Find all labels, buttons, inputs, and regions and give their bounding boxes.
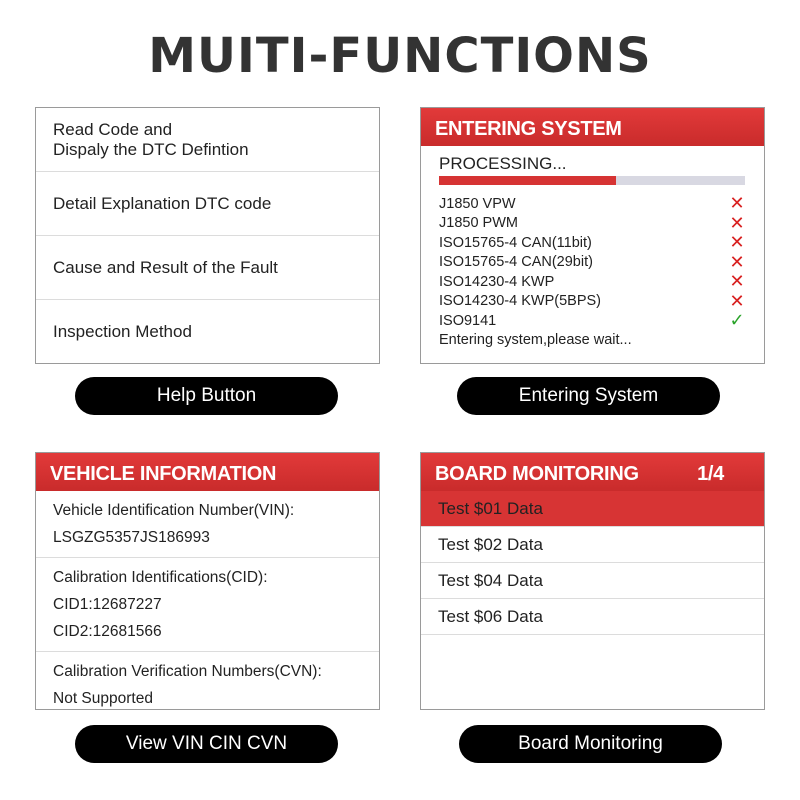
help-item-detail-explanation[interactable] — [36, 172, 379, 236]
entering-system-panel — [420, 107, 765, 364]
help-item-label: Inspection Method — [53, 322, 192, 341]
entering-system-header: ENTERING SYSTEM — [421, 108, 764, 146]
test-row[interactable]: Test $06 Data — [421, 599, 764, 635]
vin-value: LSGZG5357JS186993 — [53, 529, 210, 546]
help-item-read-code[interactable] — [36, 108, 379, 172]
cvn-value: Not Supported — [53, 690, 153, 707]
protocol-row — [439, 253, 746, 273]
page-indicator: 1/4 — [697, 463, 724, 485]
view-vin-cin-cvn-button[interactable]: View VIN CIN CVN — [75, 725, 338, 763]
help-item-inspection-method[interactable] — [36, 300, 379, 364]
vin-label: Vehicle Identification Number(VIN): — [53, 502, 295, 519]
cross-icon: ✕ — [729, 290, 745, 311]
progress-fill — [439, 176, 616, 185]
test-row[interactable]: Test $02 Data — [421, 527, 764, 563]
cross-icon: ✕ — [729, 251, 745, 272]
cross-icon: ✕ — [729, 271, 745, 292]
cid-section — [36, 558, 379, 652]
wait-message: Entering system,please wait... — [439, 331, 632, 348]
cvn-label: Calibration Verification Numbers(CVN): — [53, 663, 322, 680]
cid-label: Calibration Identifications(CID): — [53, 569, 268, 586]
protocol-name: ISO9141 — [439, 312, 497, 329]
vin-section — [36, 491, 379, 558]
cid2-value: CID2:12681566 — [53, 623, 162, 640]
entering-system-button[interactable]: Entering System — [457, 377, 720, 415]
protocol-name: J1850 VPW — [439, 195, 516, 212]
help-item-cause-result[interactable] — [36, 236, 379, 300]
protocol-row — [439, 272, 746, 292]
help-item-label: Detail Explanation DTC code — [53, 193, 272, 213]
checkmark-icon: ✓ — [729, 310, 745, 331]
protocol-row — [439, 292, 746, 312]
help-item-label: Cause and Result of the Fault — [53, 257, 278, 277]
cross-icon: ✕ — [729, 193, 745, 214]
board-monitoring-header — [421, 453, 764, 491]
board-monitoring-panel — [420, 452, 765, 710]
protocol-name: ISO15765-4 CAN(29bit) — [439, 254, 593, 271]
processing-label: PROCESSING... — [439, 154, 567, 173]
cvn-section — [36, 652, 379, 710]
protocol-row — [439, 233, 746, 253]
vehicle-information-header: VEHICLE INFORMATION — [36, 453, 379, 491]
help-item-label: Read Code and Dispaly the DTC Defintion — [53, 119, 249, 159]
protocol-row — [439, 214, 746, 234]
cid1-value: CID1:12687227 — [53, 596, 162, 613]
protocol-name: ISO15765-4 CAN(11bit) — [439, 234, 592, 251]
progress-bar — [439, 176, 745, 185]
protocol-name: ISO14230-4 KWP(5BPS) — [439, 293, 601, 310]
test-row[interactable]: Test $04 Data — [421, 563, 764, 599]
protocol-list — [421, 185, 764, 350]
help-button[interactable]: Help Button — [75, 377, 338, 415]
protocol-row — [439, 194, 746, 214]
vehicle-information-panel — [35, 452, 380, 710]
board-monitoring-title: BOARD MONITORING — [435, 463, 639, 485]
protocol-row — [439, 311, 746, 331]
board-monitoring-button[interactable]: Board Monitoring — [459, 725, 722, 763]
cross-icon: ✕ — [729, 232, 745, 253]
page-title: MUITI-FUNCTIONS — [148, 28, 652, 84]
cross-icon: ✕ — [729, 212, 745, 233]
test-row[interactable]: Test $01 Data — [421, 491, 764, 527]
protocol-name: ISO14230-4 KWP — [439, 273, 555, 290]
protocol-name: J1850 PWM — [439, 215, 518, 232]
help-panel — [35, 107, 380, 364]
